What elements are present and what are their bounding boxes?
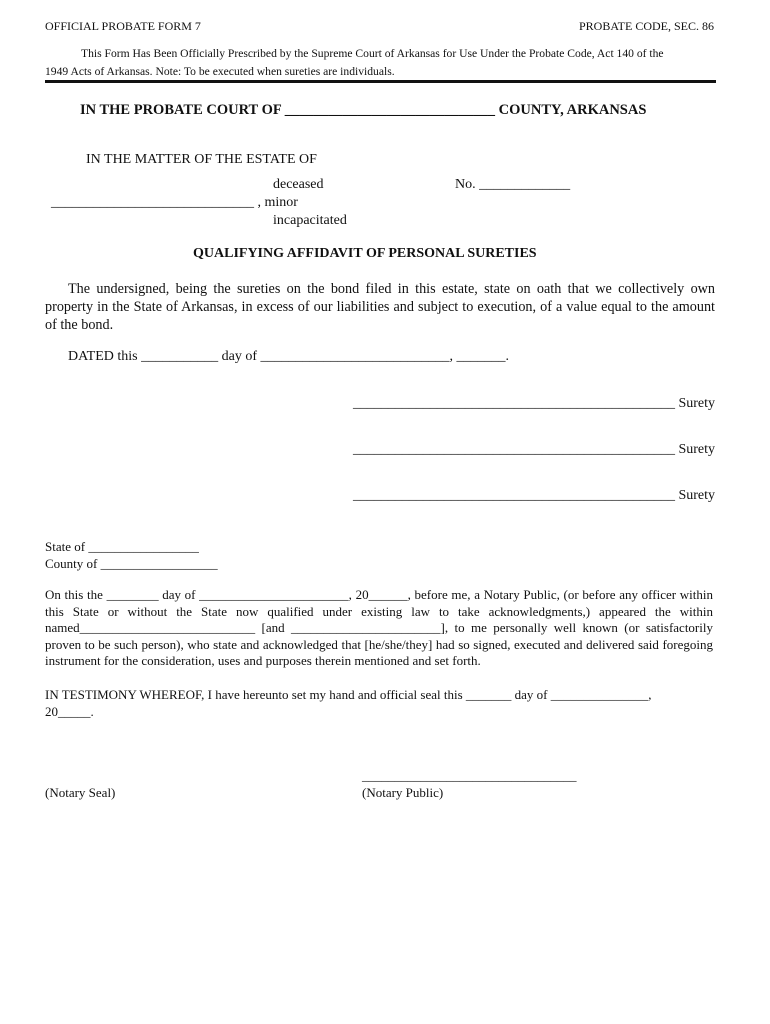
surety-signature-line[interactable]: ______________________________________________ Surety <box>352 396 715 411</box>
case-number: No. _____________ <box>455 177 571 192</box>
notice-line-1: This Form Has Been Officially Prescribed by the Supreme Court of Arkansas for Use Under the Probate Code, Act 140 of the <box>81 47 664 60</box>
court-heading: IN THE PROBATE COURT OF _____________________________ COUNTY, ARKANSAS <box>80 102 647 118</box>
notice-line-2: 1949 Acts of Arkansas. Note: To be executed when sureties are individuals. <box>45 65 395 78</box>
matter-title: IN THE MATTER OF THE ESTATE OF <box>86 152 317 167</box>
surety-signature-line[interactable]: ______________________________________________ Surety <box>352 488 715 503</box>
venue-county: County of __________________ <box>45 556 218 571</box>
option-deceased: deceased <box>273 177 324 192</box>
venue-state: State of _________________ <box>45 539 199 554</box>
notary-seal-label: (Notary Seal) <box>45 785 116 800</box>
form-id: OFFICIAL PROBATE FORM 7 <box>45 19 201 33</box>
option-incapacitated: incapacitated <box>273 213 347 228</box>
testimony-line-1: IN TESTIMONY WHEREOF, I have hereunto set my hand and official seal this _______ day of _______________, <box>45 687 652 702</box>
dated-line: DATED this ___________ day of ___________________________, _______. <box>68 349 509 364</box>
header-divider <box>45 80 716 83</box>
affidavit-body: The undersigned, being the sureties on the bond filed in this estate, state on oath that we collectively own property in the State of Arkansas, in excess of our liabilities and subject to execution, of a value equal to the amount of the bond. <box>45 281 715 333</box>
surety-signature-line[interactable]: ______________________________________________ Surety <box>352 442 715 457</box>
testimony-line-2: 20_____. <box>45 704 94 719</box>
notary-public-label: (Notary Public) <box>362 785 444 800</box>
affidavit-title: QUALIFYING AFFIDAVIT OF PERSONAL SURETIES <box>193 246 537 261</box>
notary-acknowledgment: On this the ________ day of _______________________, 20______, before me, a Notary Public, (or before any officer within this State or without the State now qualified under existing law to take acknowledgments,) appeared the within named___________________________ [and _______________________], to me personally well known (or satisfactorily proven to be such person), who state and acknowledged that [he/she/they] had so signed, executed and delivered said foregoing instrument for the consideration, uses and purposes therein mentioned and set forth. <box>45 587 713 669</box>
notary-signature-line[interactable]: _________________________________ <box>362 768 577 783</box>
estate-name-line: _____________________________ , minor <box>51 195 298 210</box>
code-reference: PROBATE CODE, SEC. 86 <box>578 19 714 33</box>
